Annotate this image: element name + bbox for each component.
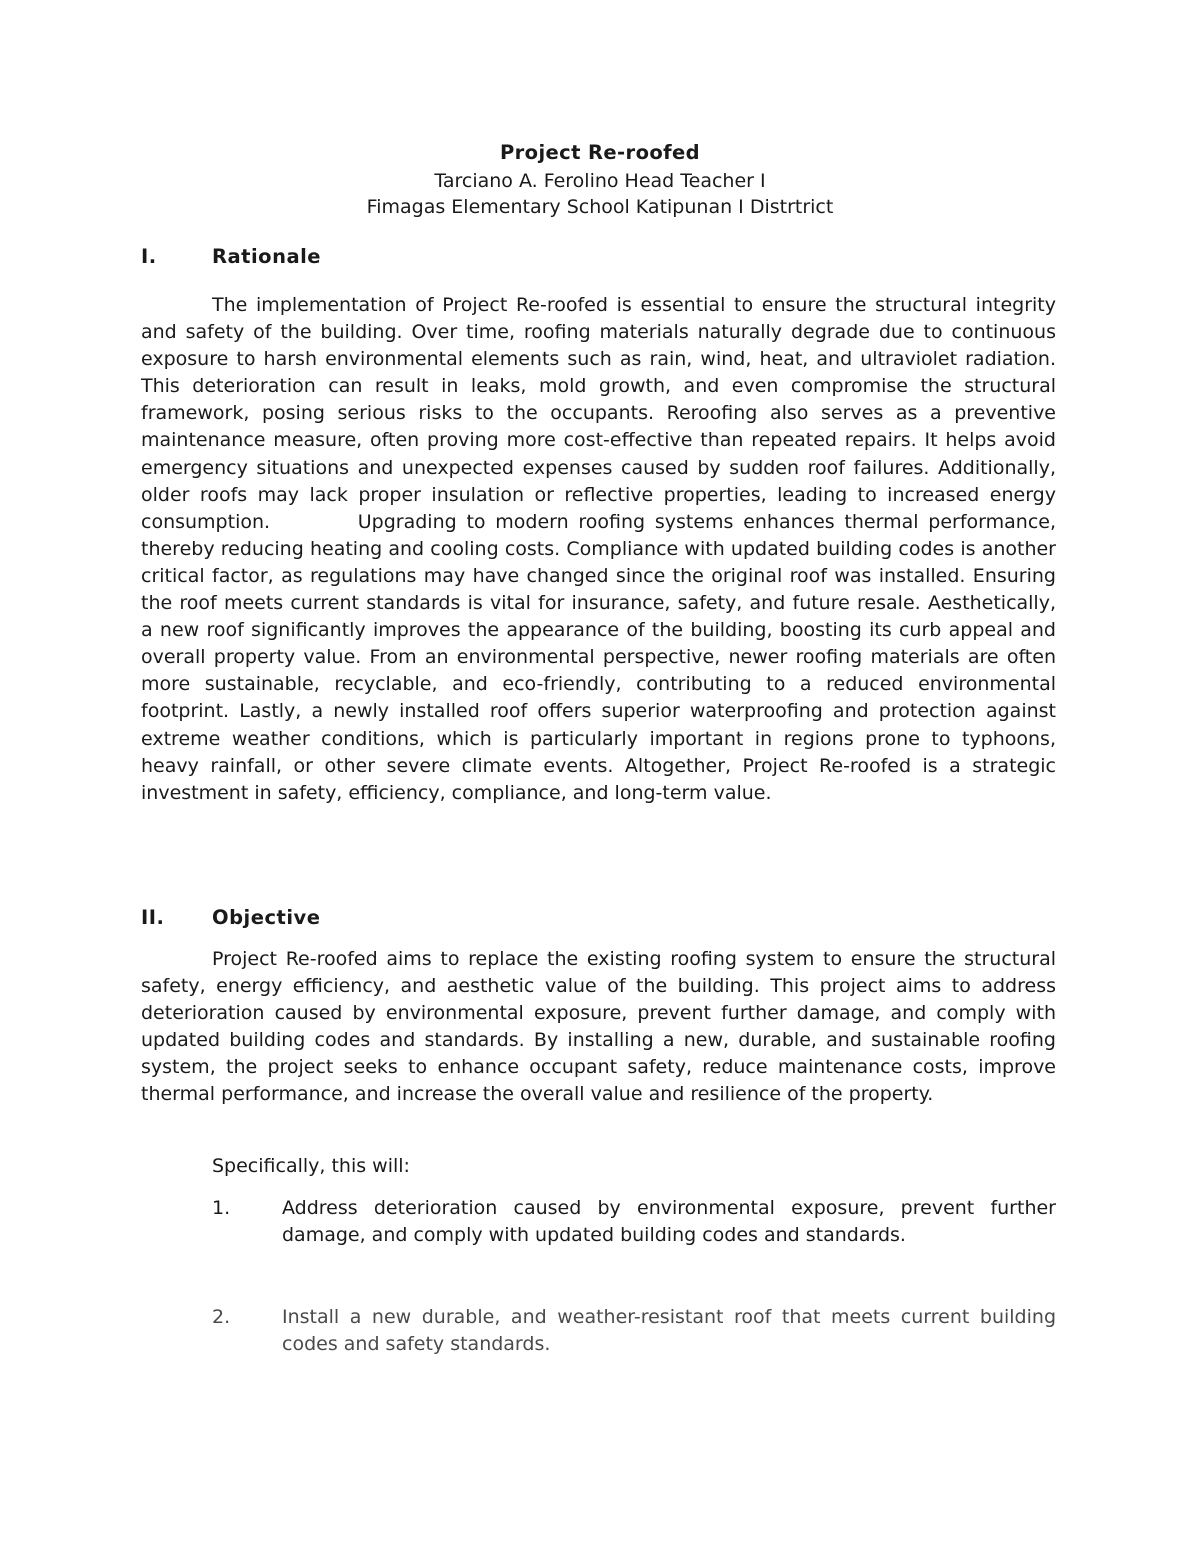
- section-heading-rationale: [141, 244, 321, 270]
- list-marker: 2.: [212, 1306, 231, 1328]
- objective-lead-text: Specifically, this will:: [212, 1155, 410, 1177]
- objective-paragraph: Project Re-roofed aims to replace the existing roofing system to ensure the structural safety, energy efficiency, and aesthetic value of the building. This project aims to address deterioration caused by environmental exposure, prevent further damage, and comply with updated building codes and standards. By installing a new, durable, and sustainable roofing system, the project seeks to enhance occupant safety, reduce maintenance costs, improve thermal performance, and increase the overall value and resilience of the property.: [141, 948, 1056, 1106]
- author-line: Tarciano A. Ferolino Head Teacher I: [434, 170, 766, 192]
- list-item: [141, 1195, 1056, 1249]
- list-item-text: Address deterioration caused by environmental exposure, prevent further damage, and comply with updated building codes and standards.: [282, 1197, 1056, 1246]
- document-title: Project Re-roofed: [499, 141, 701, 164]
- school-line: Fimagas Elementary School Katipunan I Distrtrict: [366, 196, 834, 218]
- section-title: Rationale: [212, 245, 322, 268]
- section-title: Objective: [212, 906, 321, 929]
- list-item: [141, 1304, 1056, 1358]
- rationale-paragraph: The implementation of Project Re-roofed is essential to ensure the structural integrity and safety of the building. Over time, roofing materials naturally degrade due to continuous exposure to harsh environmental elements such as rain, wind, heat, and ultraviolet radiation. This deterioration can result in leaks, mold growth, and even compromise the structural framework, posing serious risks to the occupants. Reroofing also serves as a preventive maintenance measure, often proving more cost-effective than repeated repairs. It helps avoid emergency situations and unexpected expenses caused by sudden roof failures. Additionally, older roofs may lack proper insulation or reflective properties, leading to increased energy consumption. Upgrading to modern roofing systems enhances thermal performance, thereby reducing heating and cooling costs. Compliance with updated building codes is another critical factor, as regulations may have changed since the original roof was installed. Ensuring the roof meets current standards is vital for insurance, safety, and future resale. Aesthetically, a new roof significantly improves the appearance of the building, boosting its curb appeal and overall property value. From an environmental perspective, newer roofing materials are often more sustainable, recyclable, and eco-friendly, contributing to a reduced environmental footprint. Lastly, a newly installed roof offers superior waterproofing and protection against extreme weather conditions, which is particularly important in regions prone to typhoons, heavy rainfall, or other severe climate events. Altogether, Project Re-roofed is a strategic investment in safety, efficiency, compliance, and long-term value.: [141, 294, 1056, 804]
- section-number: II.: [141, 906, 165, 929]
- section-number: I.: [141, 245, 157, 268]
- list-item-text: Install a new durable, and weather-resistant roof that meets current building codes and safety standards.: [282, 1306, 1056, 1355]
- section-heading-objective: [141, 905, 320, 931]
- list-marker: 1.: [212, 1197, 231, 1219]
